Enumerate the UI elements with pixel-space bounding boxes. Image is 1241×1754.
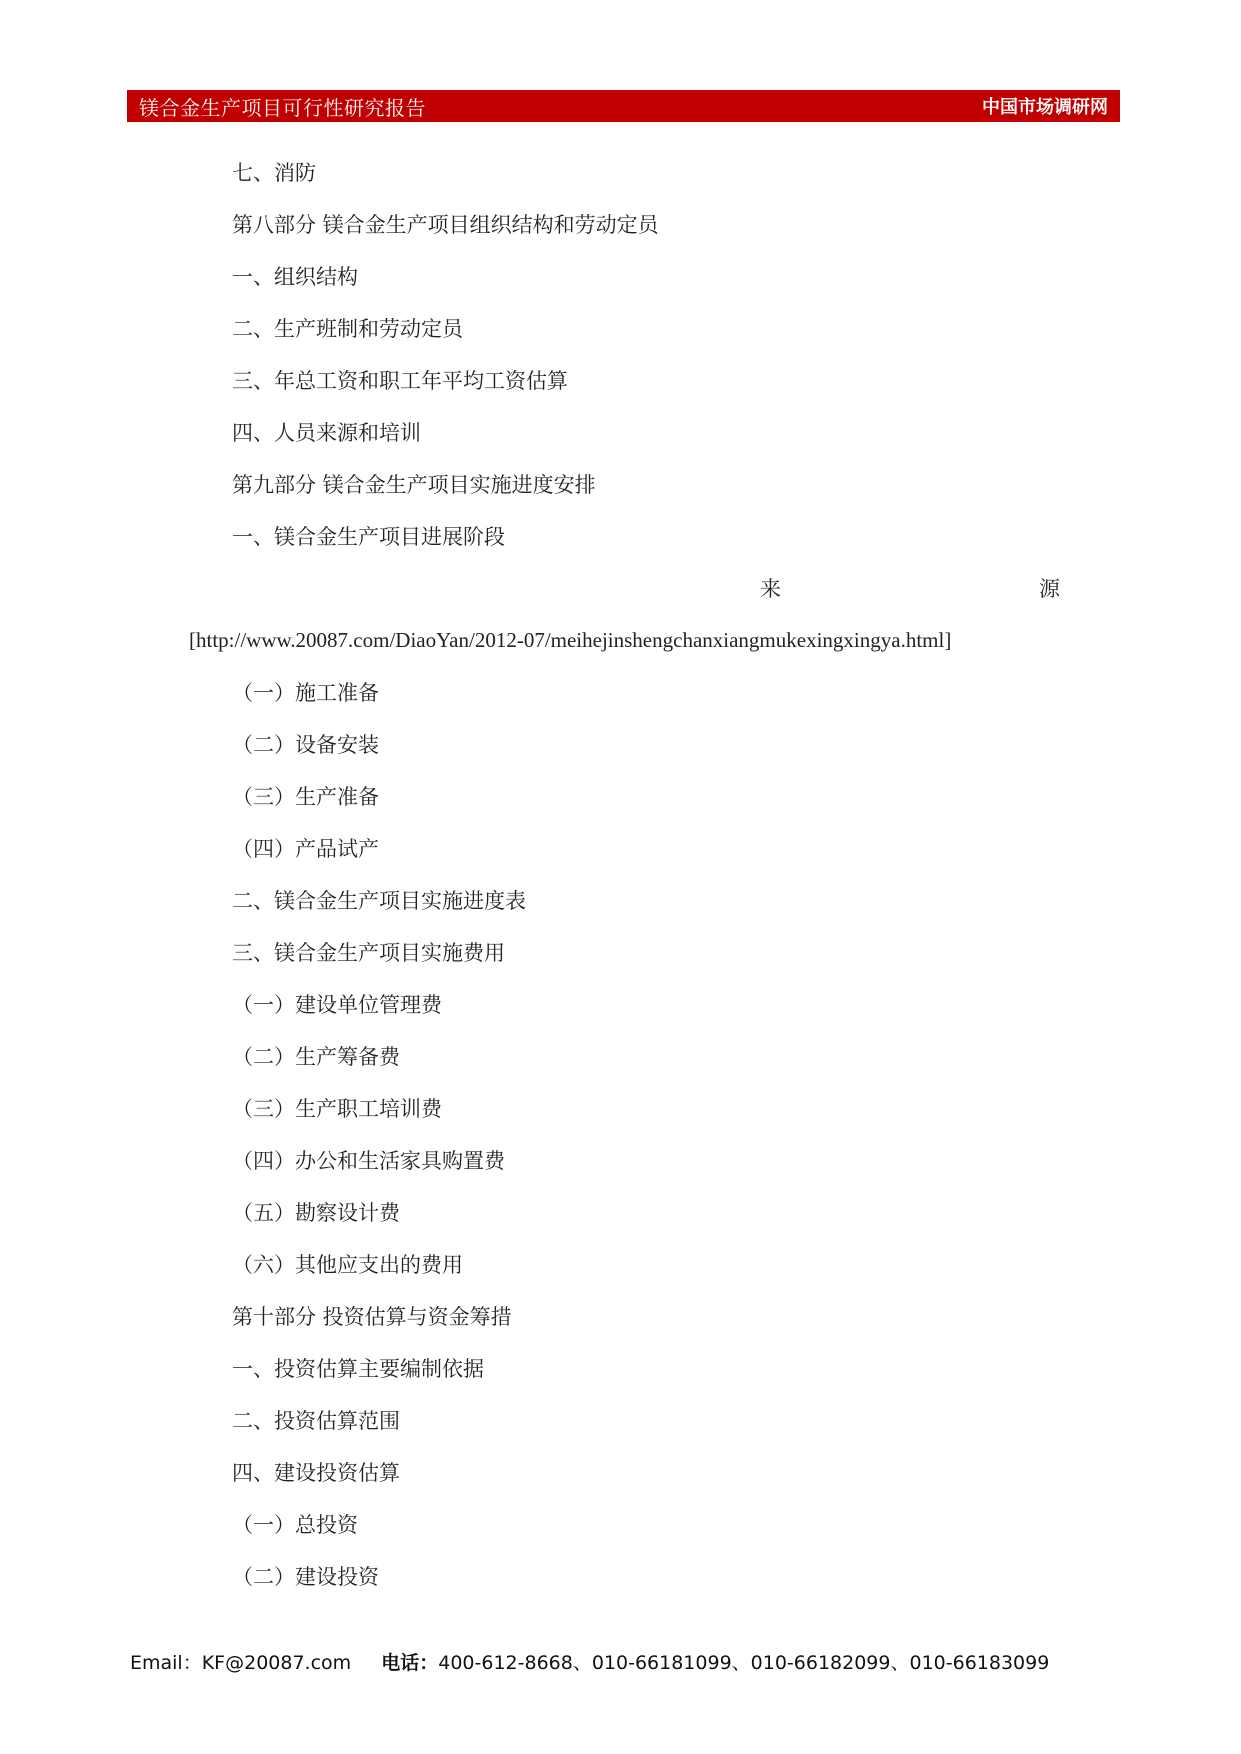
source-char: 来 (760, 577, 781, 601)
source-label (760, 576, 1060, 602)
toc-line: （六）其他应支出的费用 (232, 1253, 463, 1277)
toc-line: 四、人员来源和培训 (232, 421, 421, 445)
footer-phones: 400-612-8668、010-66181099、010-66182099、010-66183099 (438, 1652, 1050, 1674)
toc-line: 二、镁合金生产项目实施进度表 (232, 889, 526, 913)
toc-line: 二、投资估算范围 (232, 1409, 400, 1433)
toc-line: （四）产品试产 (232, 837, 379, 861)
toc-line: 第八部分 镁合金生产项目组织结构和劳动定员 (232, 213, 659, 237)
toc-line: 一、组织结构 (232, 265, 358, 289)
toc-line: （五）勘察设计费 (232, 1201, 400, 1225)
toc-line: 一、投资估算主要编制依据 (232, 1357, 484, 1381)
toc-line: 二、生产班制和劳动定员 (232, 317, 463, 341)
toc-line: （三）生产职工培训费 (232, 1097, 442, 1121)
toc-line: （二）建设投资 (232, 1565, 379, 1589)
toc-line: （二）设备安装 (232, 733, 379, 757)
footer-contact (130, 1648, 1049, 1675)
toc-line: 四、建设投资估算 (232, 1461, 400, 1485)
header-bar (127, 90, 1120, 122)
toc-line: （四）办公和生活家具购置费 (232, 1149, 505, 1173)
source-url[interactable]: [http://www.20087.com/DiaoYan/2012-07/meihejinshengchanxiangmukexingxingya.html] (189, 628, 952, 652)
toc-line: 三、镁合金生产项目实施费用 (232, 941, 505, 965)
toc-line: 第九部分 镁合金生产项目实施进度安排 (232, 473, 596, 497)
toc-line: 一、镁合金生产项目进展阶段 (232, 525, 505, 549)
toc-line: （一）建设单位管理费 (232, 993, 442, 1017)
toc-line: （二）生产筹备费 (232, 1045, 400, 1069)
toc-line: 三、年总工资和职工年平均工资估算 (232, 369, 568, 393)
report-title: 镁合金生产项目可行性研究报告 (139, 95, 426, 120)
toc-line: （一）施工准备 (232, 681, 379, 705)
toc-line: 第十部分 投资估算与资金筹措 (232, 1305, 512, 1329)
source-char: 源 (1039, 577, 1060, 601)
footer-phone-label: 电话： (381, 1652, 439, 1674)
toc-line: （三）生产准备 (232, 785, 379, 809)
brand-name: 中国市场调研网 (982, 97, 1108, 118)
toc-line: 七、消防 (232, 161, 316, 185)
toc-line: （一）总投资 (232, 1513, 358, 1537)
footer-email[interactable]: Email：KF@20087.com (130, 1652, 352, 1674)
